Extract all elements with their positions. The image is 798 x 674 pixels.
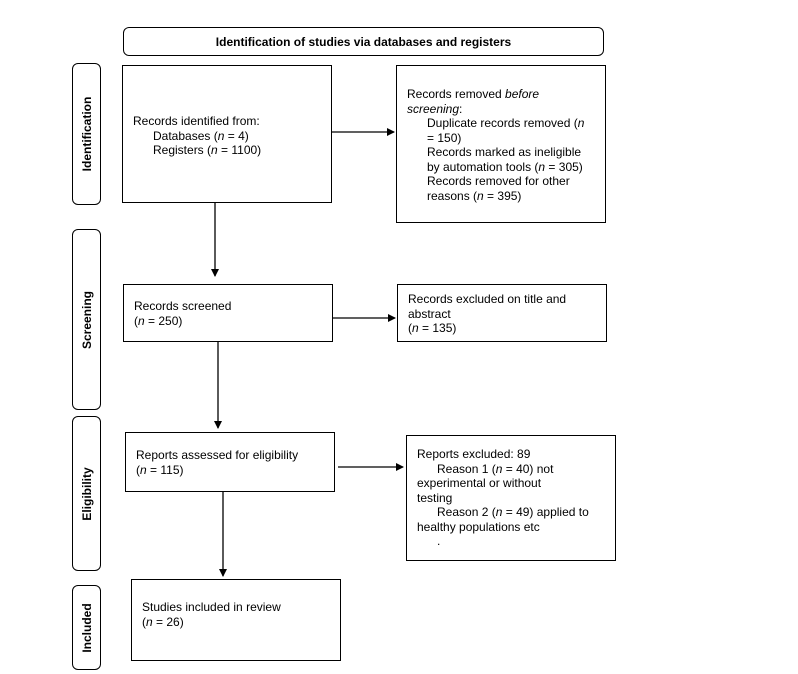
phase-included-label: Included xyxy=(79,602,94,653)
records-excluded-line2: abstract xyxy=(408,306,451,321)
reason1-line3: testing xyxy=(417,490,453,505)
reason2-line3: . xyxy=(437,534,441,548)
records-removed-title: Records removed before xyxy=(407,87,540,101)
other-line2: reasons (n = 395) xyxy=(427,188,522,203)
reason2-line1: Reason 2 (n = 49) applied to xyxy=(437,505,589,519)
other-line1: Records removed for other xyxy=(427,174,570,188)
reports-assessed-title: Reports assessed for eligibility xyxy=(136,448,299,462)
reason2-line2: healthy populations etc xyxy=(417,519,540,534)
studies-included-title: Studies included in review xyxy=(142,600,281,614)
duplicates-line: Duplicate records removed (n xyxy=(427,116,585,130)
records-screened-title: Records screened xyxy=(134,299,232,313)
records-removed-subtitle: screening: xyxy=(407,101,463,116)
phase-screening-label: Screening xyxy=(79,290,94,349)
phase-eligibility-label: Eligibility xyxy=(79,466,94,521)
records-screened-count: (n = 250) xyxy=(134,313,183,328)
studies-included-count: (n = 26) xyxy=(142,614,184,629)
diagram-title-text: Identification of studies via databases and registers xyxy=(215,34,512,49)
reason1-line2: experimental or without xyxy=(417,476,542,490)
reports-assessed-count: (n = 115) xyxy=(136,462,184,477)
records-identified-title: Records identified from: xyxy=(133,114,260,128)
duplicates-count: = 150) xyxy=(427,130,462,145)
registers-line: Registers (n = 1100) xyxy=(153,143,262,157)
records-excluded-line1: Records excluded on title and xyxy=(408,292,567,306)
records-excluded-count: (n = 135) xyxy=(408,321,457,335)
databases-line: Databases (n = 4) xyxy=(153,128,249,143)
phase-identification-label: Identification xyxy=(79,96,94,172)
automation-line1: Records marked as ineligible xyxy=(427,145,582,159)
reports-excluded-title: Reports excluded: 89 xyxy=(417,447,531,461)
reason1-line1: Reason 1 (n = 40) not xyxy=(437,461,554,476)
automation-line2: by automation tools (n = 305) xyxy=(427,159,583,174)
